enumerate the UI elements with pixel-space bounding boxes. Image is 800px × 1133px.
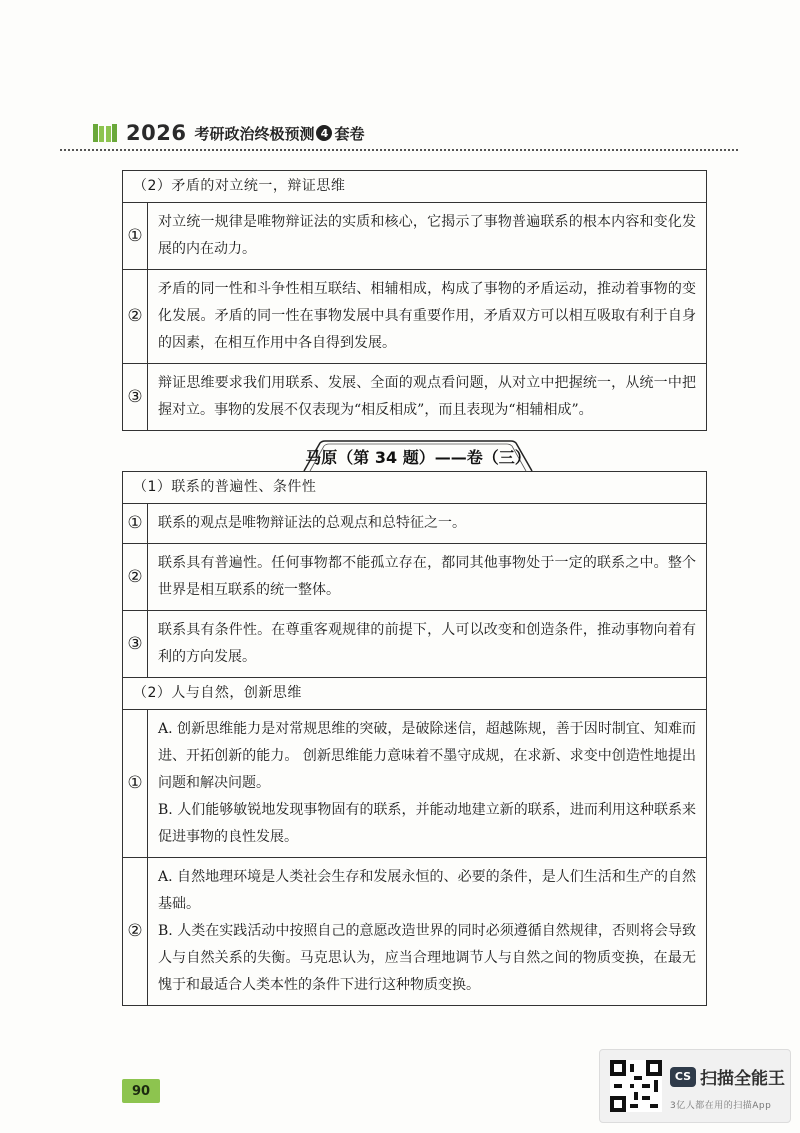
- row-number: ①: [123, 710, 148, 858]
- topic-label: 马原（第 34 题）——卷（三）: [305, 447, 531, 467]
- row-text: [148, 858, 707, 1006]
- point-b: B. 人们能够敏锐地发现事物固有的联系，并能动地建立新的联系，进而利用这种联系来促进事物的良性发展。: [158, 802, 696, 845]
- table-row: [123, 710, 707, 858]
- table-row: [123, 364, 707, 431]
- header-divider: [60, 149, 738, 151]
- set-number-badge: 4: [316, 125, 332, 141]
- row-number: ③: [123, 611, 148, 678]
- section-contradiction-table: [122, 170, 707, 431]
- row-number: ③: [123, 364, 148, 431]
- cs-badge: CS: [670, 1067, 696, 1087]
- point-b: B. 人类在实践活动中按照自己的意愿改造世界的同时必须遵循自然规律，否则将会导致人与自然关系的失衡。马克思认为，应当合理地调节人与自然之间的物质变换，在最无愧于和最适合人类本性的条件下进行这种物质变换。: [158, 923, 696, 993]
- header-title-suffix: 套卷: [334, 124, 365, 143]
- point-a: A. 创新思维能力是对常规思维的突破，是破除迷信，超越陈规，善于因时制宜、知难而进、开拓创新的能力。 创新思维能力意味着不墨守成规，在求新、求变中创造性地提出问题和解决问题。: [158, 721, 696, 791]
- book-icon: [92, 122, 118, 144]
- row-number: ①: [123, 203, 148, 270]
- table-row: [123, 611, 707, 678]
- row-number: ②: [123, 544, 148, 611]
- page-number: 90: [122, 1079, 160, 1103]
- row-number: ①: [123, 504, 148, 544]
- header-year: 2026: [126, 121, 187, 145]
- row-text: [148, 710, 707, 858]
- section-title: （1）联系的普遍性、条件性: [123, 472, 707, 504]
- section-connection-table: [122, 471, 707, 1006]
- row-number: ②: [123, 270, 148, 364]
- row-text: 联系具有普遍性。任何事物都不能孤立存在，都同其他事物处于一定的联系之中。整个世界是相互联系的统一整体。: [148, 544, 707, 611]
- watermark-name: 扫描全能王: [700, 1069, 785, 1089]
- scanner-watermark: [599, 1049, 791, 1123]
- header-title-prefix: 考研政治终极预测: [194, 124, 315, 143]
- qr-code-icon: [610, 1060, 662, 1112]
- row-number: ②: [123, 858, 148, 1006]
- topic-title-tab: [302, 440, 534, 472]
- table-row: [123, 203, 707, 270]
- table-row: [123, 270, 707, 364]
- row-text: 联系的观点是唯物辩证法的总观点和总特征之一。: [148, 504, 707, 544]
- row-text: 矛盾的同一性和斗争性相互联结、相辅相成，构成了事物的矛盾运动，推动着事物的变化发展。矛盾的同一性在事物发展中具有重要作用，矛盾双方可以相互吸取有利于自身的因素，在相互作用中各自得到发展。: [148, 270, 707, 364]
- section-title: （2）矛盾的对立统一，辩证思维: [123, 171, 707, 203]
- row-text: 辩证思维要求我们用联系、发展、全面的观点看问题，从对立中把握统一，从统一中把握对立。事物的发展不仅表现为“相反相成”，而且表现为“相辅相成”。: [148, 364, 707, 431]
- page-header: [92, 118, 364, 148]
- point-a: A. 自然地理环境是人类社会生存和发展永恒的、必要的条件，是人们生活和生产的自然基础。: [158, 869, 696, 912]
- header-title: [194, 123, 364, 144]
- table-row: [123, 544, 707, 611]
- table-row: [123, 504, 707, 544]
- row-text: 联系具有条件性。在尊重客观规律的前提下，人可以改变和创造条件，推动事物向着有利的方向发展。: [148, 611, 707, 678]
- section-title: （2）人与自然，创新思维: [123, 678, 707, 710]
- watermark-logo: [670, 1064, 785, 1089]
- watermark-subtitle: 3亿人都在用的扫描App: [670, 1101, 772, 1111]
- row-text: 对立统一规律是唯物辩证法的实质和核心，它揭示了事物普遍联系的根本内容和变化发展的内在动力。: [148, 203, 707, 270]
- table-row: [123, 858, 707, 1006]
